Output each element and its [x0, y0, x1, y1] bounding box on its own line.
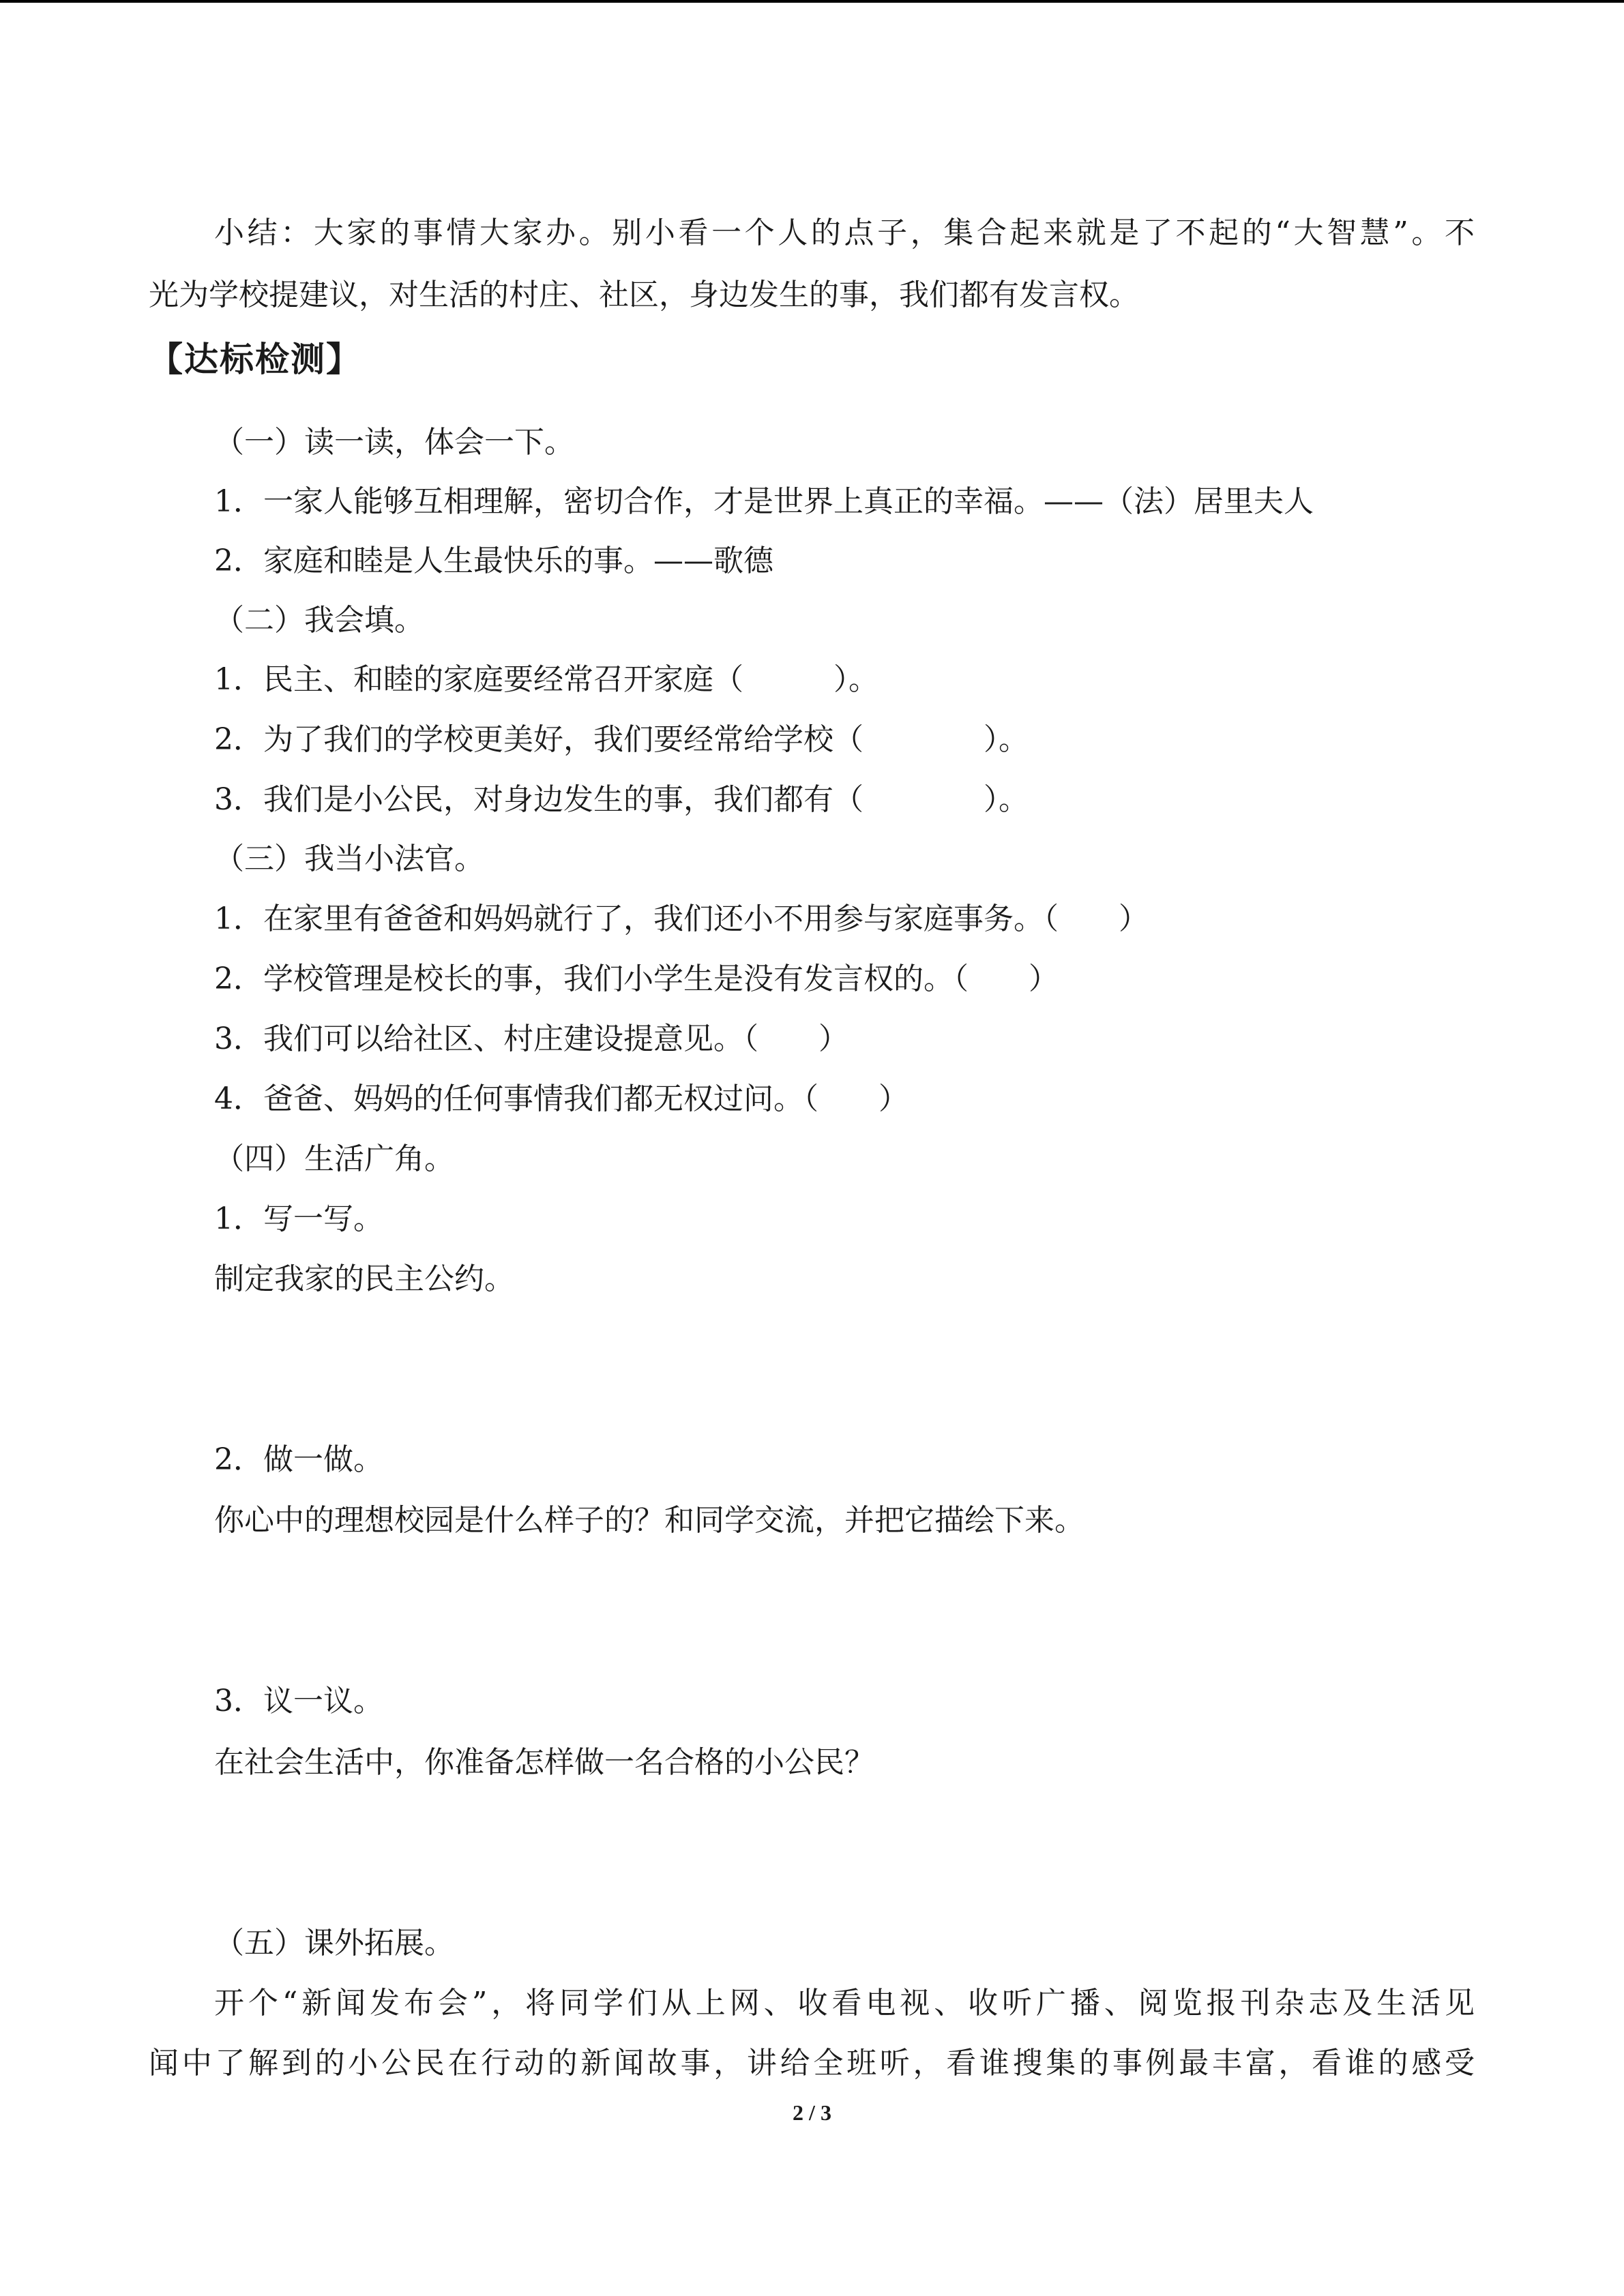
part1-item-2: 2．家庭和睦是人生最快乐的事。——歌德: [214, 543, 773, 578]
section-heading: 【达标检测】: [149, 340, 361, 379]
part4-q1-text: 制定我家的民主公约。: [214, 1262, 514, 1296]
part2-item-1: 1．民主、和睦的家庭要经常召开家庭（ ）。: [214, 662, 879, 697]
part5-title: （五）课外拓展。: [214, 1926, 454, 1960]
part1-item-1: 1．一家人能够互相理解，密切合作，才是世界上真正的幸福。——（法）居里夫人: [214, 484, 1314, 519]
part4-q1-title: 1．写一写。: [214, 1202, 383, 1236]
part5-line-1: 开个“新闻发布会”，将同学们从上网、收看电视、收听广播、阅览报刊杂志及生活见: [214, 1986, 1475, 2021]
part2-item-2: 2．为了我们的学校更美好，我们要经常给学校（ ）。: [214, 722, 1029, 757]
part5-line-2: 闻中了解到的小公民在行动的新闻故事，讲给全班听，看谁搜集的事例最丰富，看谁的感受: [149, 2046, 1475, 2081]
part3-item-2: 2．学校管理是校长的事，我们小学生是没有发言权的。（ ）: [214, 961, 1059, 996]
part3-item-1: 1．在家里有爸爸和妈妈就行了，我们还小不用参与家庭事务。（ ）: [214, 901, 1149, 936]
part2-item-3: 3．我们是小公民，对身边发生的事，我们都有（ ）。: [214, 782, 1029, 817]
part4-title: （四）生活广角。: [214, 1142, 454, 1176]
part4-q3-text: 在社会生活中，你准备怎样做一名合格的小公民？: [214, 1745, 874, 1780]
part3-item-4: 4．爸爸、妈妈的任何事情我们都无权过问。（ ）: [214, 1082, 909, 1116]
summary-line-1: 小结：大家的事情大家办。别小看一个人的点子，集合起来就是了不起的“大智慧”。不: [214, 215, 1475, 250]
part3-item-3: 3．我们可以给社区、村庄建设提意见。（ ）: [214, 1022, 848, 1056]
part2-title: （二）我会填。: [214, 603, 424, 638]
part4-q2-text: 你心中的理想校园是什么样子的？和同学交流，并把它描绘下来。: [214, 1503, 1084, 1538]
part4-q2-title: 2．做一做。: [214, 1442, 383, 1477]
part1-title: （一）读一读，体会一下。: [214, 425, 574, 460]
page-number: 2 / 3: [793, 2100, 831, 2125]
part3-title: （三）我当小法官。: [214, 841, 484, 876]
summary-line-2: 光为学校提建议，对生活的村庄、社区，身边发生的事，我们都有发言权。: [149, 278, 1139, 312]
part4-q3-title: 3．议一议。: [214, 1684, 383, 1718]
